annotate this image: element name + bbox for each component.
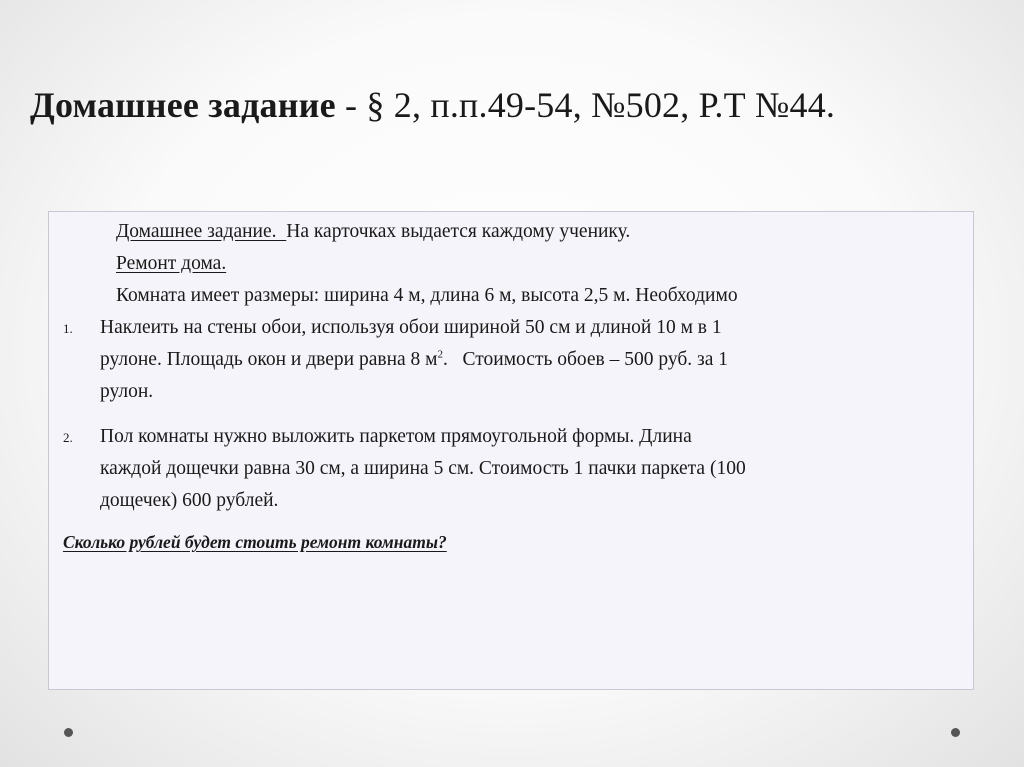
corner-dot-left bbox=[64, 728, 73, 737]
list-item-1-line-3: рулон. bbox=[100, 381, 154, 402]
list-item-1-line-2-text: рулоне. Площадь окон и двери равна 8 м bbox=[100, 349, 438, 370]
assignment-card bbox=[48, 211, 974, 690]
list-item-1-line-1: Наклеить на стены обои, используя обои шириной 50 см и длиной 10 м в 1 bbox=[100, 317, 722, 338]
slide-title bbox=[30, 84, 835, 126]
list-item-1-line-2 bbox=[100, 350, 728, 370]
list-item-2-line-1: Пол комнаты нужно выложить паркетом прямоугольной формы. Длина bbox=[100, 426, 692, 447]
card-subtitle: Ремонт дома. bbox=[116, 253, 227, 274]
list-item-number: 1. bbox=[63, 321, 73, 336]
list-item-number: 2. bbox=[63, 430, 73, 445]
corner-dot-right bbox=[951, 728, 960, 737]
card-intro-rest: На карточках выдается каждому ученику. bbox=[286, 221, 631, 242]
card-intro-line bbox=[116, 222, 630, 242]
list-item-2-line-3: дощечек) 600 рублей. bbox=[100, 490, 279, 511]
card-room-description: Комната имеет размеры: ширина 4 м, длина 6 м, высота 2,5 м. Необходимо bbox=[116, 285, 738, 306]
slide-title-bold: Домашнее задание bbox=[30, 85, 336, 125]
superscript-2: 2 bbox=[437, 348, 444, 361]
card-intro-underlined: Домашнее задание. bbox=[116, 221, 287, 242]
slide-title-rest: - § 2, п.п.49-54, №502, Р.Т №44. bbox=[335, 85, 836, 125]
list-item-2-line-2: каждой дощечки равна 30 см, а ширина 5 см. Стоимость 1 пачки паркета (100 bbox=[100, 458, 746, 479]
list-item-1-line-2-tail: . Стоимость обоев – 500 руб. за 1 bbox=[443, 349, 729, 370]
card-question: Сколько рублей будет стоить ремонт комнаты? bbox=[63, 532, 447, 552]
